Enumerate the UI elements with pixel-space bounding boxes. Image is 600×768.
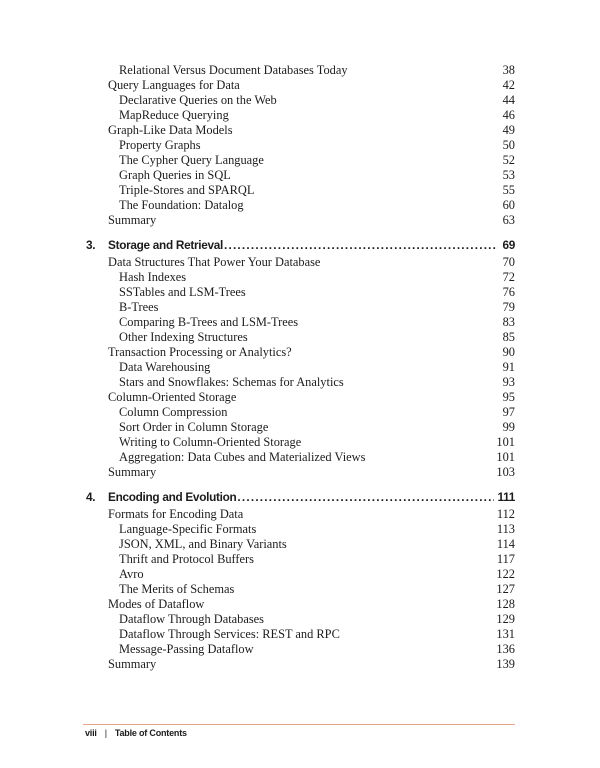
toc-entry-page: 95 (502, 390, 515, 404)
footer-page-number: viii (85, 728, 97, 738)
toc-entry[interactable] (108, 537, 515, 552)
toc-entry-page: 72 (502, 270, 515, 284)
toc-entry-page: 139 (496, 657, 515, 671)
chapter-number: 3. (86, 238, 96, 252)
toc-entry-page: 44 (502, 93, 515, 107)
toc-entry-title: Summary (108, 657, 157, 671)
toc-entry[interactable] (108, 270, 515, 285)
toc-entry[interactable] (108, 183, 515, 198)
toc-entry[interactable] (108, 315, 515, 330)
toc-entry-title: Relational Versus Document Databases Today (119, 63, 348, 77)
toc-entry[interactable] (108, 450, 515, 465)
toc-entry[interactable] (108, 138, 515, 153)
toc-entry[interactable] (108, 300, 515, 315)
toc-entry-title: Column-Oriented Storage (108, 390, 237, 404)
toc-entry[interactable] (108, 360, 515, 375)
toc-entry-title: Data Warehousing (119, 360, 211, 374)
toc-entry-page: 50 (502, 138, 515, 152)
chapter-heading-4[interactable] (86, 489, 515, 506)
chapter-page: 69 (502, 238, 515, 252)
toc-entry[interactable] (108, 507, 515, 522)
toc-entry-page: 101 (496, 435, 515, 449)
toc-entry-page: 128 (496, 597, 515, 611)
toc-entry-title: Summary (108, 213, 157, 227)
toc-entry-page: 136 (496, 642, 515, 656)
toc-entry-page: 113 (496, 522, 515, 536)
toc-entry-title: Stars and Snowflakes: Schemas for Analytics (119, 375, 344, 389)
toc-entry-page: 60 (502, 198, 515, 212)
toc-entry-title: Query Languages for Data (108, 78, 240, 92)
chapter-title: Encoding and Evolution (108, 490, 237, 504)
toc-entry[interactable] (108, 123, 515, 138)
toc-entry-title: Formats for Encoding Data (108, 507, 244, 521)
toc-entry[interactable] (108, 420, 515, 435)
toc-entry-title: Writing to Column-Oriented Storage (119, 435, 302, 449)
toc-entry-page: 76 (502, 285, 515, 299)
toc-entry[interactable] (108, 405, 515, 420)
toc-entry-title: SSTables and LSM-Trees (119, 285, 246, 299)
toc-entry-title: Data Structures That Power Your Database (108, 255, 321, 269)
toc-entry[interactable] (108, 63, 515, 78)
dot-leader (224, 237, 498, 254)
toc-entry-title: Graph-Like Data Models (108, 123, 233, 137)
toc-entry-page: 79 (502, 300, 515, 314)
toc-entry-title: Declarative Queries on the Web (119, 93, 277, 107)
toc-entry-title: Other Indexing Structures (119, 330, 248, 344)
toc-entry[interactable] (108, 642, 515, 657)
toc-entry-page: 42 (502, 78, 515, 92)
page-footer (85, 728, 187, 738)
toc-entry[interactable] (108, 435, 515, 450)
toc-entry-page: 97 (502, 405, 515, 419)
toc-entry[interactable] (108, 657, 515, 672)
toc-entry-page: 103 (496, 465, 515, 479)
toc-entry[interactable] (108, 582, 515, 597)
toc-entry[interactable] (108, 345, 515, 360)
toc-entry-title: Dataflow Through Databases (119, 612, 264, 626)
toc-entry-page: 99 (502, 420, 515, 434)
toc-entry-page: 91 (502, 360, 515, 374)
toc-entry-title: Transaction Processing or Analytics? (108, 345, 292, 359)
toc-entry[interactable] (108, 375, 515, 390)
dot-leader (237, 489, 493, 506)
toc-entry-page: 63 (502, 213, 515, 227)
footer-separator: | (104, 728, 107, 738)
chapter-page: 111 (497, 490, 515, 504)
toc-entry-page: 131 (496, 627, 515, 641)
toc-entry[interactable] (108, 78, 515, 93)
toc-entry[interactable] (108, 213, 515, 228)
chapter-heading-3[interactable] (86, 237, 515, 254)
toc-entry-page: 83 (502, 315, 515, 329)
toc-entry-title: The Foundation: Datalog (119, 198, 244, 212)
footer-rule (83, 724, 515, 725)
toc-entry[interactable] (108, 522, 515, 537)
toc-entry-page: 70 (502, 255, 515, 269)
toc-entry-title: Property Graphs (119, 138, 201, 152)
table-of-contents (86, 63, 515, 672)
toc-entry-page: 129 (496, 612, 515, 626)
toc-entry-title: Message-Passing Dataflow (119, 642, 254, 656)
toc-entry-page: 127 (496, 582, 515, 596)
toc-entry-page: 55 (502, 183, 515, 197)
toc-entry-page: 90 (502, 345, 515, 359)
toc-entry-page: 101 (496, 450, 515, 464)
toc-entry[interactable] (108, 567, 515, 582)
toc-entry[interactable] (108, 465, 515, 480)
toc-entry[interactable] (108, 153, 515, 168)
toc-entry-title: Triple-Stores and SPARQL (119, 183, 255, 197)
toc-entry-page: 85 (502, 330, 515, 344)
toc-entry-title: Modes of Dataflow (108, 597, 205, 611)
toc-entry-page: 122 (496, 567, 515, 581)
toc-entry[interactable] (108, 255, 515, 270)
toc-entry-title: Avro (119, 567, 144, 581)
toc-entry-title: Language-Specific Formats (119, 522, 257, 536)
toc-entry[interactable] (108, 285, 515, 300)
toc-entry[interactable] (108, 597, 515, 612)
toc-entry-page: 112 (496, 507, 515, 521)
toc-entry-title: Thrift and Protocol Buffers (119, 552, 255, 566)
toc-entry-page: 93 (502, 375, 515, 389)
chapter-title: Storage and Retrieval (108, 238, 223, 252)
toc-entry[interactable] (108, 330, 515, 345)
toc-entry-title: Column Compression (119, 405, 228, 419)
toc-entry[interactable] (108, 108, 515, 123)
toc-entry-page: 117 (496, 552, 515, 566)
toc-entry-page: 38 (502, 63, 515, 77)
toc-entry[interactable] (108, 612, 515, 627)
toc-entry-page: 114 (496, 537, 515, 551)
toc-entry-title: Aggregation: Data Cubes and Materialized Views (119, 450, 366, 464)
toc-entry-page: 46 (502, 108, 515, 122)
toc-entry-title: JSON, XML, and Binary Variants (119, 537, 287, 551)
toc-entry[interactable] (108, 198, 515, 213)
toc-entry[interactable] (108, 93, 515, 108)
toc-entry-title: The Merits of Schemas (119, 582, 235, 596)
toc-entry-title: MapReduce Querying (119, 108, 229, 122)
toc-entry-page: 49 (502, 123, 515, 137)
toc-entry[interactable] (108, 627, 515, 642)
toc-entry[interactable] (108, 390, 515, 405)
footer-section-title: Table of Contents (114, 728, 187, 738)
toc-entry-title: Hash Indexes (119, 270, 187, 284)
toc-entry-title: Comparing B-Trees and LSM-Trees (119, 315, 299, 329)
toc-entry[interactable] (108, 168, 515, 183)
toc-entry[interactable] (108, 552, 515, 567)
chapter-number: 4. (86, 490, 96, 504)
toc-entry-page: 52 (502, 153, 515, 167)
toc-entry-title: B-Trees (119, 300, 159, 314)
toc-entry-title: Graph Queries in SQL (119, 168, 231, 182)
toc-entry-page: 53 (502, 168, 515, 182)
toc-entry-title: The Cypher Query Language (119, 153, 264, 167)
toc-entry-title: Sort Order in Column Storage (119, 420, 269, 434)
toc-entry-title: Dataflow Through Services: REST and RPC (119, 627, 340, 641)
toc-entry-title: Summary (108, 465, 157, 479)
